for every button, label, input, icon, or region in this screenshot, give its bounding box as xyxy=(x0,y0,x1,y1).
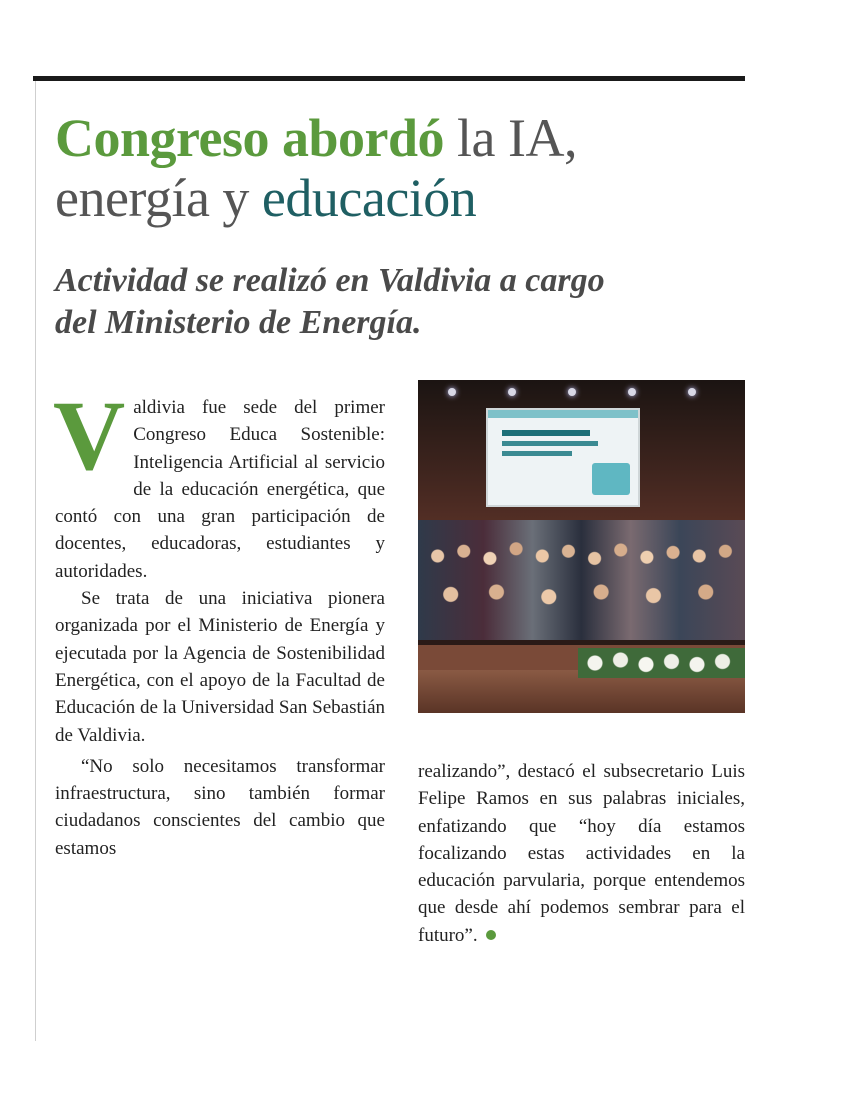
end-mark-icon xyxy=(486,930,496,940)
event-photo xyxy=(418,380,745,713)
paragraph-3-continued xyxy=(418,758,745,949)
article-column-left xyxy=(53,380,385,862)
subtitle xyxy=(55,260,755,344)
paragraph-2: Se trata de una iniciativa pionera organizada por el Ministerio de Energía y ejecutada por la Agencia de Sostenibilidad Energética, con el apoyo de la Facultad de Educación de la Universidad San Sebastián de Valdivia. xyxy=(55,588,385,746)
headline-part-energy: energía xyxy=(55,168,210,228)
headline-part-gray: la IA, xyxy=(444,108,577,168)
ceiling-light-icon xyxy=(508,388,516,396)
headline-part-green: Congreso abordó xyxy=(55,108,445,168)
paragraph-1 xyxy=(53,380,385,585)
ceiling-light-icon xyxy=(688,388,696,396)
headline-part-education: educación xyxy=(261,168,477,228)
ceiling-light-icon xyxy=(568,388,576,396)
paragraph-1-text: aldivia fue sede del primer Congreso Educa Sostenible: Inteligencia Artificial al servicio de la educación energética, que contó con una gran participación de docentes, educadoras, estudiantes y autoridades. xyxy=(55,397,385,582)
paragraph-3: “No solo necesitamos transformar infraestructura, sino también formar ciudadanos conscientes del cambio que estamos xyxy=(55,755,385,859)
paragraph-3-continued-text: realizando”, destacó el subsecretario Luis Felipe Ramos en sus palabras iniciales, enfatizando que “hoy día estamos focalizando estas actividades en la educación parvularia, porque entendemos que desde ahí podemos sembrar para el futuro”. xyxy=(418,761,745,946)
article-column-right xyxy=(418,758,745,949)
headline xyxy=(55,108,755,228)
ceiling-light-icon xyxy=(448,388,456,396)
subtitle-line1: Actividad se realizó en Valdivia a cargo xyxy=(55,262,605,299)
subtitle-line2: del Ministerio de Energía. xyxy=(55,304,422,341)
flower-arrangement xyxy=(578,648,745,678)
projection-screen xyxy=(486,408,640,507)
side-rule xyxy=(35,81,36,1041)
headline-part-and: y xyxy=(209,168,262,228)
drop-cap: V xyxy=(53,380,126,491)
ceiling-light-icon xyxy=(628,388,636,396)
top-rule xyxy=(33,76,745,81)
audience-group xyxy=(418,520,745,640)
